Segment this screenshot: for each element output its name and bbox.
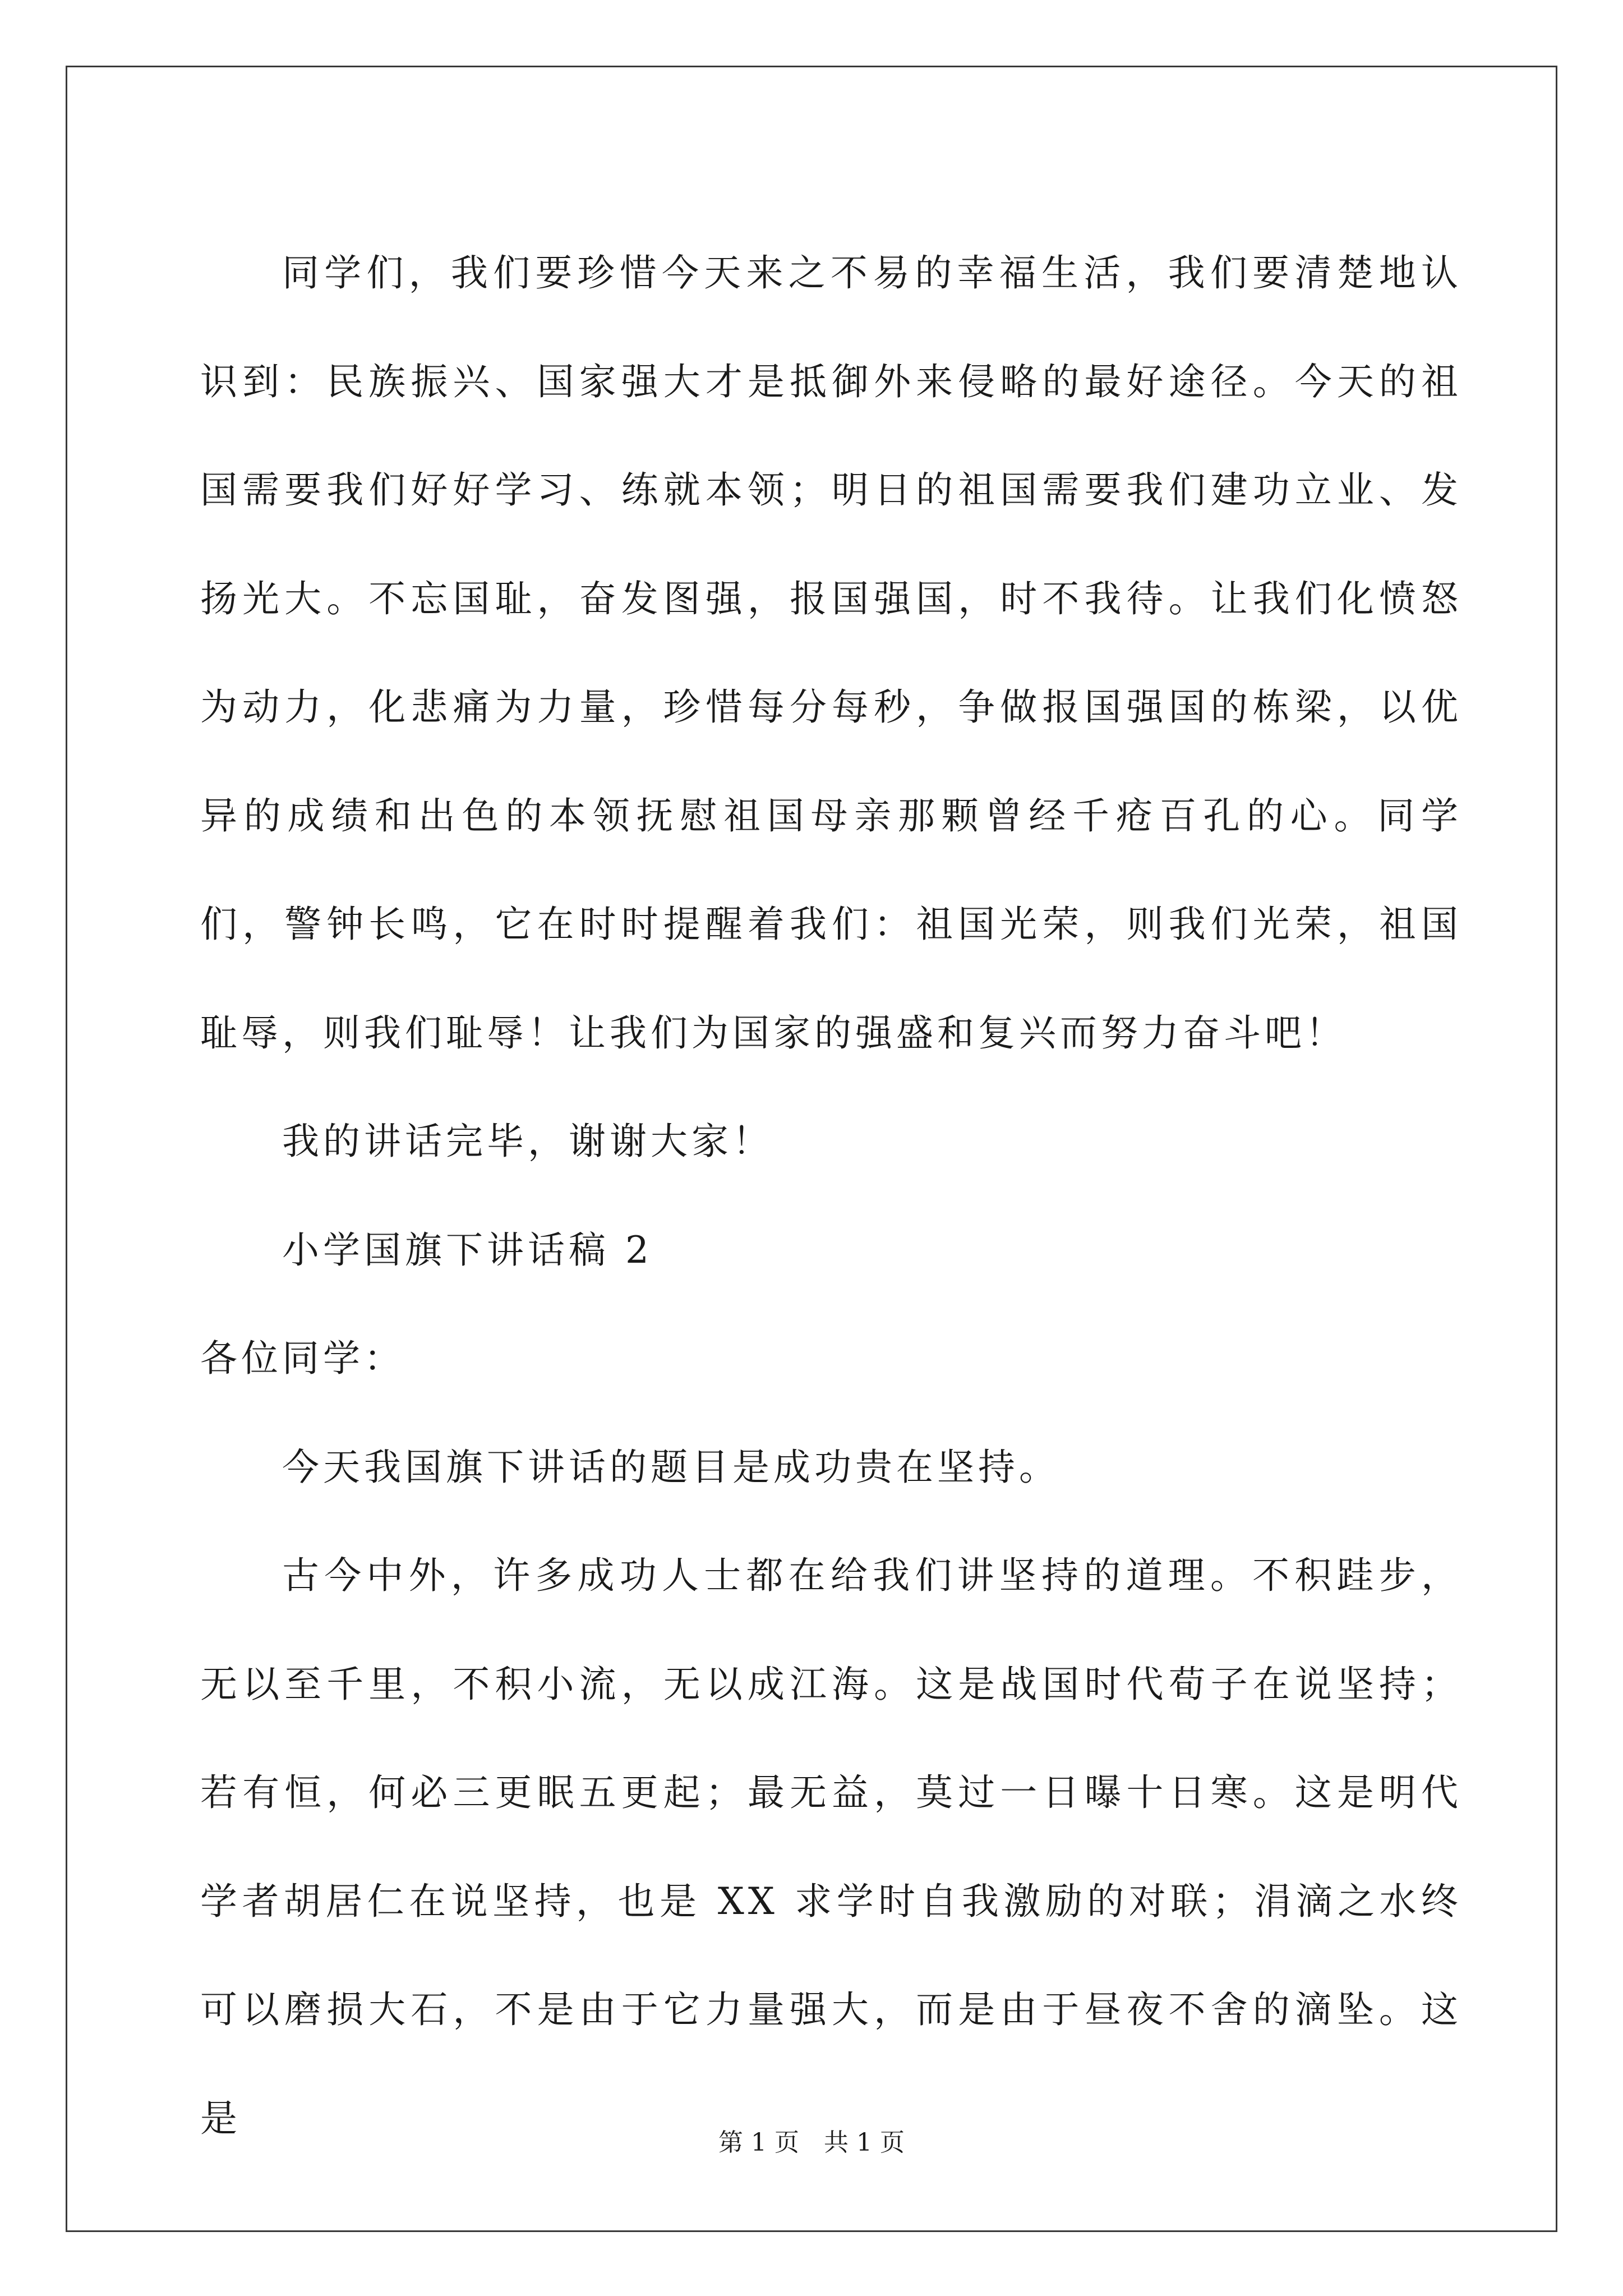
document-body [200,219,1462,2173]
salutation: 各位同学： [200,1337,405,1380]
paragraph-persistence: 古今中外，许多成功人士都在给我们讲坚持的道理。不积跬步，无以至千里，不积小流，无以成江海。这是战国时代荀子在说坚持；若有恒，何必三更眠五更起；最无益，莫过一日曝十日寒。这是明代学者胡居仁在说坚持，也是 XX 求学时自我激励的对联；涓滴之水终可以磨损大石，不是由于它力量强大，而是由于昼夜不舍的滴坠。这是 [200,1554,1462,2140]
paragraph-speech-end: 我的讲话完毕，谢谢大家！ [282,1120,773,1163]
section-title: 小学国旗下讲话稿 2 [282,1228,653,1272]
page-number: 第 1 页 共 1 页 [718,2128,905,2157]
paragraph-patriotic-closing: 同学们，我们要珍惜今天来之不易的幸福生活，我们要清楚地认识到：民族振兴、国家强大才是抵御外来侵略的最好途径。今天的祖国需要我们好好学习、练就本领；明日的祖国需要我们建功立业、发扬光大。不忘国耻，奋发图强，报国强国，时不我待。让我们化愤怒为动力，化悲痛为力量，珍惜每分每秒，争做报国强国的栋梁，以优异的成绩和出色的本领抚慰祖国母亲那颗曾经千疮百孔的心。同学们，警钟长鸣，它在时时提醒着我们：祖国光荣，则我们光荣，祖国耻辱，则我们耻辱！让我们为国家的强盛和复兴而努力奋斗吧！ [200,251,1462,1055]
paragraph-topic: 今天我国旗下讲话的题目是成功贵在坚持。 [282,1445,1060,1489]
